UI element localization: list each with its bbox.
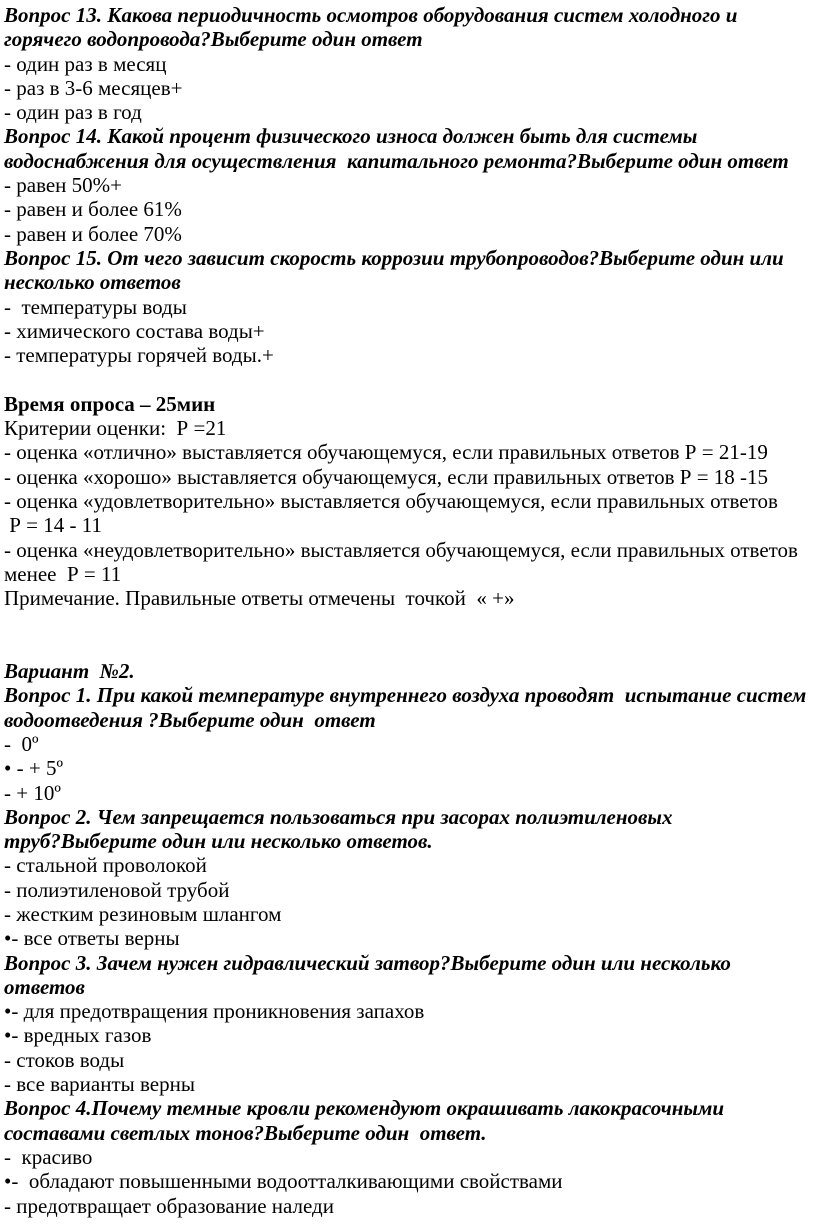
question-15-text-line-2: несколько ответов	[4, 270, 181, 295]
question-14-option-1: - равен 50%+	[4, 173, 123, 198]
question-2-option-2: - полиэтиленовой трубой	[4, 877, 230, 902]
question-4-option-2: •- обладают повышенными водоотталкивающими свойствами	[4, 1169, 563, 1194]
question-13-option-1: - один раз в месяц	[4, 51, 167, 76]
question-2-text-line-2: труб?Выберите один или несколько ответов.	[4, 829, 433, 854]
question-15-option-2: - химического состава воды+	[4, 318, 265, 343]
question-3-option-1: •- для предотвращения проникновения запахов	[4, 999, 425, 1024]
question-14-option-2: - равен и более 61%	[4, 197, 182, 222]
grading-criteria-unsatisfactory-2: менее Р = 11	[4, 561, 122, 586]
question-2-text-line-1: Вопрос 2. Чем запрещается пользоваться при засорах полиэтиленовых	[4, 804, 673, 829]
question-13-option-3: - один раз в год	[4, 100, 142, 125]
question-1-text-line-1: Вопрос 1. При какой температуре внутреннего воздуха проводят испытание систем	[4, 683, 807, 708]
question-3-text-line-2: ответов	[4, 974, 85, 999]
variant-2-heading: Вариант №2.	[4, 659, 135, 684]
question-13-text-line-2: горячего водопровода?Выберите один ответ	[4, 27, 423, 52]
question-1-text-line-2: водоотведения ?Выберите один ответ	[4, 707, 376, 732]
question-2-option-3: - жестким резиновым шлангом	[4, 901, 282, 926]
grading-criteria-satisfactory-1: - оценка «удовлетворительно» выставляется обучающемуся, если правильных ответов	[4, 488, 778, 513]
note-line: Примечание. Правильные ответы отмечены точкой « +»	[4, 586, 515, 611]
question-15-option-3: - температуры горячей воды.+	[4, 343, 274, 368]
question-1-option-3: - + 10º	[4, 780, 61, 805]
question-3-option-4: - все варианты верны	[4, 1072, 195, 1097]
question-3-option-2: •- вредных газов	[4, 1023, 152, 1048]
question-14-text-line-2: водоснабжения для осуществления капитального ремонта?Выберите один ответ	[4, 148, 789, 173]
blank-line	[4, 635, 810, 659]
question-3-text-line-1: Вопрос 3. Зачем нужен гидравлический затвор?Выберите один или несколько	[4, 950, 731, 975]
question-14-option-3: - равен и более 70%	[4, 221, 182, 246]
grading-criteria-intro: Критерии оценки: Р =21	[4, 416, 227, 441]
question-4-option-3: - предотвращает образование наледи	[4, 1193, 334, 1218]
blank-line	[4, 610, 810, 634]
question-2-option-1: - стальной проволокой	[4, 853, 207, 878]
question-4-text-line-1: Вопрос 4.Почему темные кровли рекомендуют окрашивать лакокрасочными	[4, 1096, 725, 1121]
question-14-text-line-1: Вопрос 14. Какой процент физического износа должен быть для системы	[4, 124, 698, 149]
question-1-option-2: • - + 5º	[4, 756, 63, 781]
grading-criteria-excellent: - оценка «отлично» выставляется обучающемуся, если правильных ответов Р = 21-19	[4, 440, 768, 465]
question-15-option-1: - температуры воды	[4, 294, 187, 319]
question-1-option-1: - 0º	[4, 731, 39, 756]
grading-criteria-satisfactory-2: Р = 14 - 11	[4, 513, 102, 538]
survey-time-heading: Время опроса – 25мин	[4, 391, 216, 416]
grading-criteria-good: - оценка «хорошо» выставляется обучающемуся, если правильных ответов Р = 18 -15	[4, 464, 769, 489]
question-13-text-line-1: Вопрос 13. Какова периодичность осмотров оборудования систем холодного и	[4, 3, 738, 27]
grading-criteria-unsatisfactory-1: - оценка «неудовлетворительно» выставляется обучающемуся, если правильных ответов	[4, 537, 798, 562]
question-4-text-line-2: составами светлых тонов?Выберите один ответ.	[4, 1120, 487, 1145]
question-13-option-2: - раз в 3-6 месяцев+	[4, 75, 183, 100]
question-15-text-line-1: Вопрос 15. От чего зависит скорость коррозии трубопроводов?Выберите один или	[4, 245, 784, 270]
question-2-option-4: •- все ответы верны	[4, 926, 180, 951]
question-4-option-1: - красиво	[4, 1144, 93, 1169]
question-3-option-3: - стоков воды	[4, 1047, 125, 1072]
blank-line	[4, 367, 810, 391]
